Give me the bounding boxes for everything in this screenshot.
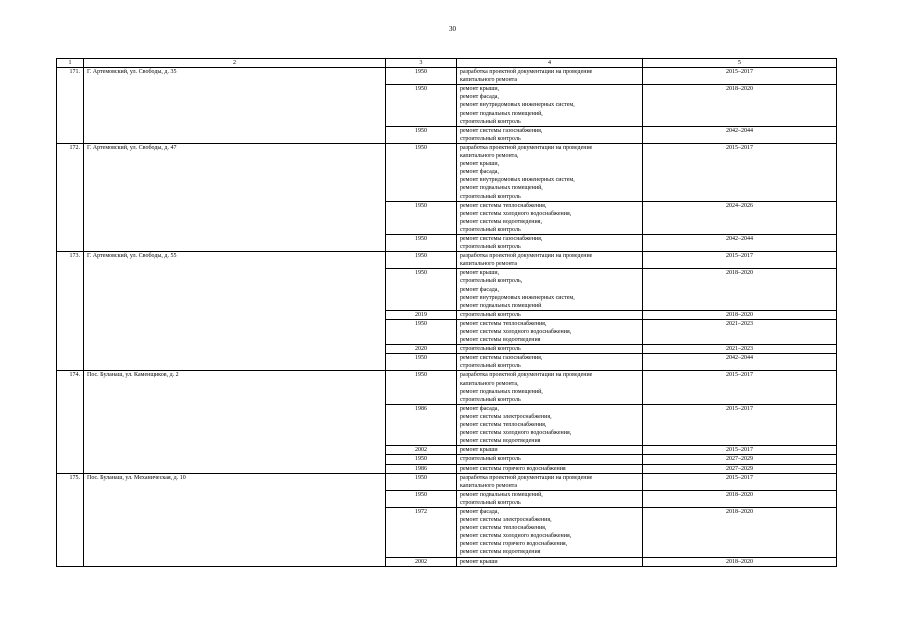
item-number: 175.: [57, 473, 84, 566]
construction-year: 1950: [386, 126, 457, 143]
construction-year: 1950: [386, 371, 457, 404]
works-list: ремонт фасада, ремонт системы электроснабжения, ремонт системы теплоснабжения, ремонт системы холодного водоснабжения, ремонт системы водоотведения: [457, 404, 643, 445]
column-header: 3: [386, 59, 457, 68]
repair-period: 2015–2017: [643, 371, 837, 404]
construction-year: 2002: [386, 557, 457, 566]
repair-period: 2027–2029: [643, 464, 837, 473]
construction-year: 1950: [386, 68, 457, 85]
building-address: Пос. Буланаш, ул. Механическая, д. 10: [84, 473, 386, 566]
repair-period: 2021–2023: [643, 345, 837, 354]
repair-period: 2015–2017: [643, 252, 837, 269]
works-list: разработка проектной документации на проведение капитального ремонта: [457, 473, 643, 490]
works-list: строительный контроль: [457, 310, 643, 319]
works-list: разработка проектной документации на проведение капитального ремонта, ремонт подвальных помещений, строительный контроль: [457, 371, 643, 404]
table-row: [57, 143, 837, 201]
works-list: ремонт крыши: [457, 446, 643, 455]
construction-year: 2020: [386, 345, 457, 354]
construction-year: 1950: [386, 490, 457, 507]
column-header: 5: [643, 59, 837, 68]
construction-year: 1950: [386, 252, 457, 269]
repair-period: 2015–2017: [643, 68, 837, 85]
works-list: ремонт системы теплоснабжения, ремонт системы холодного водоснабжения, ремонт системы водоотведения: [457, 319, 643, 344]
works-list: строительный контроль: [457, 455, 643, 464]
item-number: 174.: [57, 371, 84, 473]
works-list: ремонт фасада, ремонт системы электроснабжения, ремонт системы теплоснабжения, ремонт системы холодного водоснабжения, ремонт системы горячего водоснабжения, ремонт системы водоотведения: [457, 507, 643, 557]
table-body: [57, 68, 837, 567]
repair-period: 2018–2020: [643, 85, 837, 126]
repair-period: 2015–2017: [643, 143, 837, 201]
repair-schedule-table: [56, 58, 837, 567]
column-numbers-row: [57, 59, 837, 68]
construction-year: 1950: [386, 473, 457, 490]
table-row: [57, 252, 837, 269]
works-list: ремонт подвальных помещений, строительный контроль: [457, 490, 643, 507]
table-row: [57, 68, 837, 85]
construction-year: 1950: [386, 201, 457, 234]
item-number: 172.: [57, 143, 84, 251]
repair-period: 2015–2017: [643, 473, 837, 490]
building-address: Пос. Буланаш, ул. Каменщиков, д. 2: [84, 371, 386, 473]
repair-period: 2015–2017: [643, 446, 837, 455]
works-list: ремонт крыши: [457, 557, 643, 566]
works-list: ремонт крыши, ремонт фасада, ремонт внутридомовых инженерных систем, ремонт подвальных помещений, строительный контроль: [457, 85, 643, 126]
repair-period: 2015–2017: [643, 404, 837, 445]
repair-period: 2018–2020: [643, 490, 837, 507]
construction-year: 1986: [386, 464, 457, 473]
repair-period: 2027–2029: [643, 455, 837, 464]
works-list: ремонт системы газоснабжения, строительный контроль: [457, 126, 643, 143]
works-list: ремонт системы теплоснабжения, ремонт системы холодного водоснабжения, ремонт системы водоотведения, строительный контроль: [457, 201, 643, 234]
construction-year: 1950: [386, 354, 457, 371]
construction-year: 2002: [386, 446, 457, 455]
works-list: разработка проектной документации на проведение капитального ремонта: [457, 68, 643, 85]
construction-year: 1986: [386, 404, 457, 445]
construction-year: 1950: [386, 455, 457, 464]
item-number: 171.: [57, 68, 84, 144]
column-header: 2: [84, 59, 386, 68]
repair-period: 2018–2020: [643, 310, 837, 319]
repair-period: 2018–2020: [643, 507, 837, 557]
item-number: 173.: [57, 252, 84, 371]
repair-period: 2042–2044: [643, 126, 837, 143]
construction-year: 1950: [386, 85, 457, 126]
repair-period: 2021–2023: [643, 319, 837, 344]
building-address: Г. Артемовский, ул. Свободы, д. 35: [84, 68, 386, 144]
repair-period: 2024–2026: [643, 201, 837, 234]
table-row: [57, 371, 837, 404]
construction-year: 1950: [386, 269, 457, 310]
works-list: разработка проектной документации на проведение капитального ремонта: [457, 252, 643, 269]
works-list: ремонт крыши, строительный контроль, ремонт фасада, ремонт внутридомовых инженерных систем, ремонт подвальных помещений: [457, 269, 643, 310]
repair-period: 2042–2044: [643, 234, 837, 251]
works-list: ремонт системы горячего водоснабжения: [457, 464, 643, 473]
construction-year: 1950: [386, 319, 457, 344]
building-address: Г. Артемовский, ул. Свободы, д. 47: [84, 143, 386, 251]
page-number: 30: [449, 25, 456, 33]
construction-year: 1972: [386, 507, 457, 557]
column-header: 4: [457, 59, 643, 68]
construction-year: 1950: [386, 234, 457, 251]
building-address: Г. Артемовский, ул. Свободы, д. 55: [84, 252, 386, 371]
column-header: 1: [57, 59, 84, 68]
works-list: ремонт системы газоснабжения, строительный контроль: [457, 234, 643, 251]
works-list: строительный контроль: [457, 345, 643, 354]
table-row: [57, 473, 837, 490]
construction-year: 1950: [386, 143, 457, 201]
repair-period: 2018–2020: [643, 269, 837, 310]
works-list: разработка проектной документации на проведение капитального ремонта, ремонт крыши, ремонт фасада, ремонт внутридомовых инженерных систем, ремонт подвальных помещений, строительный контроль: [457, 143, 643, 201]
construction-year: 2019: [386, 310, 457, 319]
repair-period: 2042–2044: [643, 354, 837, 371]
repair-period: 2018–2020: [643, 557, 837, 566]
works-list: ремонт системы газоснабжения, строительный контроль: [457, 354, 643, 371]
